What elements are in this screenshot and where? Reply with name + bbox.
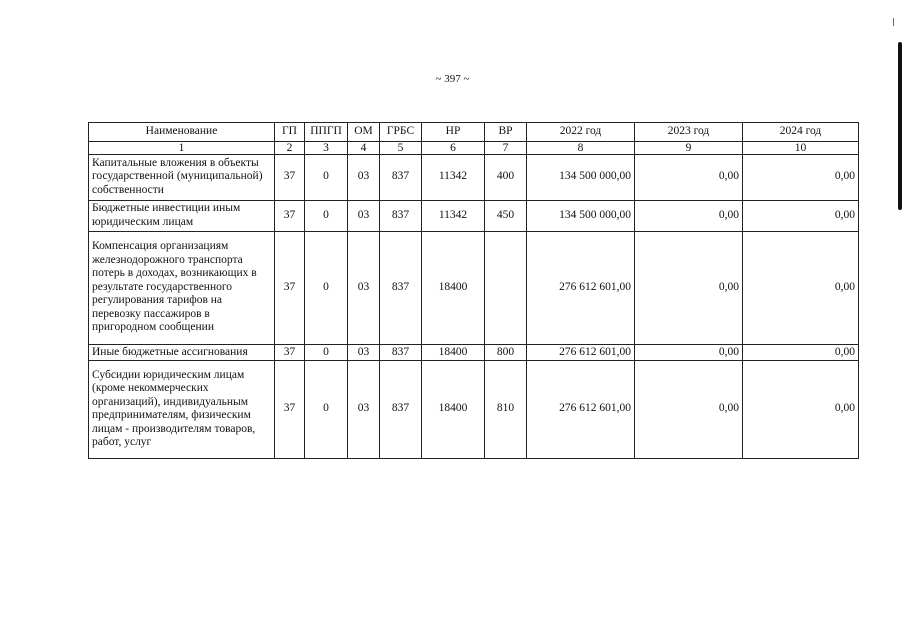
row-ppgp: 0 — [305, 200, 348, 231]
row-vr — [485, 231, 527, 344]
row-gp: 37 — [275, 154, 305, 200]
column-number-row — [89, 141, 859, 154]
row-2024: 0,00 — [743, 200, 859, 231]
column-number: 8 — [527, 141, 635, 154]
row-ppgp: 0 — [305, 360, 348, 458]
header-gp: ГП — [275, 123, 305, 142]
row-2023: 0,00 — [635, 231, 743, 344]
header-2022: 2022 год — [527, 123, 635, 142]
row-2024: 0,00 — [743, 344, 859, 360]
row-nr: 18400 — [422, 344, 485, 360]
header-name: Наименование — [89, 123, 275, 142]
table-row — [89, 344, 859, 360]
row-grbs: 837 — [380, 154, 422, 200]
row-2023: 0,00 — [635, 154, 743, 200]
header-grbs: ГРБС — [380, 123, 422, 142]
row-2023: 0,00 — [635, 344, 743, 360]
row-vr: 800 — [485, 344, 527, 360]
table-row — [89, 200, 859, 231]
row-gp: 37 — [275, 231, 305, 344]
row-gp: 37 — [275, 200, 305, 231]
row-name: Капитальные вложения в объекты государственной (муниципальной) собственности — [89, 154, 275, 200]
row-nr: 18400 — [422, 360, 485, 458]
row-ppgp: 0 — [305, 344, 348, 360]
table-row — [89, 154, 859, 200]
row-gp: 37 — [275, 360, 305, 458]
row-grbs: 837 — [380, 231, 422, 344]
row-2024: 0,00 — [743, 154, 859, 200]
scan-edge-mark — [898, 42, 902, 210]
row-grbs: 837 — [380, 200, 422, 231]
row-grbs: 837 — [380, 360, 422, 458]
row-nr: 11342 — [422, 200, 485, 231]
row-vr: 400 — [485, 154, 527, 200]
column-number: 1 — [89, 141, 275, 154]
header-row — [89, 123, 859, 142]
row-2023: 0,00 — [635, 200, 743, 231]
row-om: 03 — [348, 231, 380, 344]
column-number: 4 — [348, 141, 380, 154]
row-name: Субсидии юридическим лицам (кроме некоммерческих организаций), индивидуальным предпринимателям, физическим лицам - производителям товаров, работ, услуг — [89, 360, 275, 458]
table-row — [89, 360, 859, 458]
row-vr: 810 — [485, 360, 527, 458]
row-name: Иные бюджетные ассигнования — [89, 344, 275, 360]
column-number: 7 — [485, 141, 527, 154]
row-2022: 134 500 000,00 — [527, 200, 635, 231]
row-vr: 450 — [485, 200, 527, 231]
table-row — [89, 231, 859, 344]
row-2022: 276 612 601,00 — [527, 360, 635, 458]
row-2024: 0,00 — [743, 360, 859, 458]
row-nr: 18400 — [422, 231, 485, 344]
row-2024: 0,00 — [743, 231, 859, 344]
header-nr: НР — [422, 123, 485, 142]
row-2022: 276 612 601,00 — [527, 231, 635, 344]
row-2022: 276 612 601,00 — [527, 344, 635, 360]
header-om: ОМ — [348, 123, 380, 142]
header-2024: 2024 год — [743, 123, 859, 142]
row-om: 03 — [348, 360, 380, 458]
column-number: 6 — [422, 141, 485, 154]
row-ppgp: 0 — [305, 231, 348, 344]
row-2022: 134 500 000,00 — [527, 154, 635, 200]
row-ppgp: 0 — [305, 154, 348, 200]
column-number: 9 — [635, 141, 743, 154]
row-2023: 0,00 — [635, 360, 743, 458]
row-om: 03 — [348, 200, 380, 231]
header-2023: 2023 год — [635, 123, 743, 142]
header-ppgp: ППГП — [305, 123, 348, 142]
row-om: 03 — [348, 154, 380, 200]
row-name: Компенсация организациям железнодорожного транспорта потерь в доходах, возникающих в результате государственного регулирования тарифов на перевозку пассажиров в пригородном сообщении — [89, 231, 275, 344]
row-om: 03 — [348, 344, 380, 360]
row-gp: 37 — [275, 344, 305, 360]
column-number: 2 — [275, 141, 305, 154]
column-number: 10 — [743, 141, 859, 154]
column-number: 5 — [380, 141, 422, 154]
scan-mark — [893, 18, 894, 26]
header-vr: ВР — [485, 123, 527, 142]
column-number: 3 — [305, 141, 348, 154]
row-grbs: 837 — [380, 344, 422, 360]
row-nr: 11342 — [422, 154, 485, 200]
page-number: ~ 397 ~ — [435, 73, 470, 85]
row-name: Бюджетные инвестиции иным юридическим лицам — [89, 200, 275, 231]
budget-table — [88, 122, 859, 459]
